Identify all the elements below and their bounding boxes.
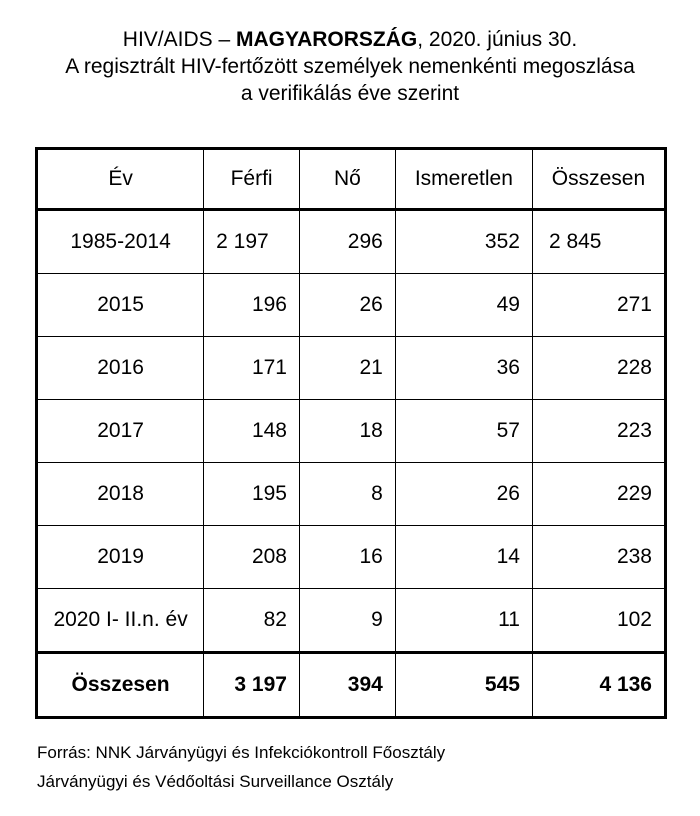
cell-ferfi: 196	[204, 274, 300, 337]
cell-ismeretlen: 49	[395, 274, 532, 337]
source-line-2: Járványügyi és Védőoltási Surveillance Osztály	[37, 772, 394, 791]
table-row	[37, 589, 666, 653]
source-line-1: Forrás: NNK Járványügyi és Infekciókontroll Főosztály	[37, 743, 446, 762]
cell-ismeretlen: 14	[395, 526, 532, 589]
cell-ismeretlen: 352	[395, 210, 532, 274]
cell-no: 8	[299, 463, 395, 526]
header-ferfi: Férfi	[204, 149, 300, 210]
header-row	[37, 149, 666, 210]
header-no: Nő	[299, 149, 395, 210]
hiv-data-table	[35, 147, 667, 719]
cell-year: 2020 I- II.n. év	[37, 589, 204, 653]
table-row	[37, 526, 666, 589]
cell-year: 2016	[37, 337, 204, 400]
cell-no: 26	[299, 274, 395, 337]
cell-year: 1985-2014	[37, 210, 204, 274]
cell-ferfi: 195	[204, 463, 300, 526]
cell-ferfi: 82	[204, 589, 300, 653]
cell-osszesen: 238	[532, 526, 665, 589]
title-prefix: HIV/AIDS –	[122, 28, 236, 51]
cell-osszesen: 223	[532, 400, 665, 463]
cell-osszesen: 271	[532, 274, 665, 337]
cell-osszesen: 228	[532, 337, 665, 400]
header-ismeretlen: Ismeretlen	[395, 149, 532, 210]
cell-ismeretlen: 26	[395, 463, 532, 526]
title-line-1	[0, 26, 700, 53]
title-country: MAGYARORSZÁG	[236, 28, 418, 51]
cell-ismeretlen: 57	[395, 400, 532, 463]
table-row	[37, 337, 666, 400]
cell-ferfi: 2 197	[204, 210, 300, 274]
cell-osszesen: 102	[532, 589, 665, 653]
cell-osszesen: 2 845	[532, 210, 665, 274]
cell-ismeretlen: 36	[395, 337, 532, 400]
title-line-3: a verifikálás éve szerint	[240, 82, 460, 105]
table-row	[37, 274, 666, 337]
total-row	[37, 653, 666, 718]
title-line-2: A regisztrált HIV-fertőzött személyek nemenkénti megoszlása	[65, 55, 635, 78]
total-osszesen: 4 136	[532, 653, 665, 718]
cell-osszesen: 229	[532, 463, 665, 526]
cell-no: 296	[299, 210, 395, 274]
cell-year: 2019	[37, 526, 204, 589]
cell-ferfi: 148	[204, 400, 300, 463]
cell-ferfi: 171	[204, 337, 300, 400]
cell-no: 21	[299, 337, 395, 400]
cell-no: 18	[299, 400, 395, 463]
header-ev: Év	[37, 149, 204, 210]
cell-no: 9	[299, 589, 395, 653]
title-date: , 2020. június 30.	[417, 28, 578, 51]
total-no: 394	[299, 653, 395, 718]
total-label: Összesen	[37, 653, 204, 718]
cell-year: 2018	[37, 463, 204, 526]
cell-year: 2015	[37, 274, 204, 337]
total-ismeretlen: 545	[395, 653, 532, 718]
source-note	[37, 738, 445, 796]
cell-ismeretlen: 11	[395, 589, 532, 653]
table-row	[37, 400, 666, 463]
cell-no: 16	[299, 526, 395, 589]
table-row	[37, 463, 666, 526]
page-title	[0, 26, 700, 107]
cell-year: 2017	[37, 400, 204, 463]
cell-ferfi: 208	[204, 526, 300, 589]
header-osszesen: Összesen	[532, 149, 665, 210]
total-ferfi: 3 197	[204, 653, 300, 718]
table-row	[37, 210, 666, 274]
